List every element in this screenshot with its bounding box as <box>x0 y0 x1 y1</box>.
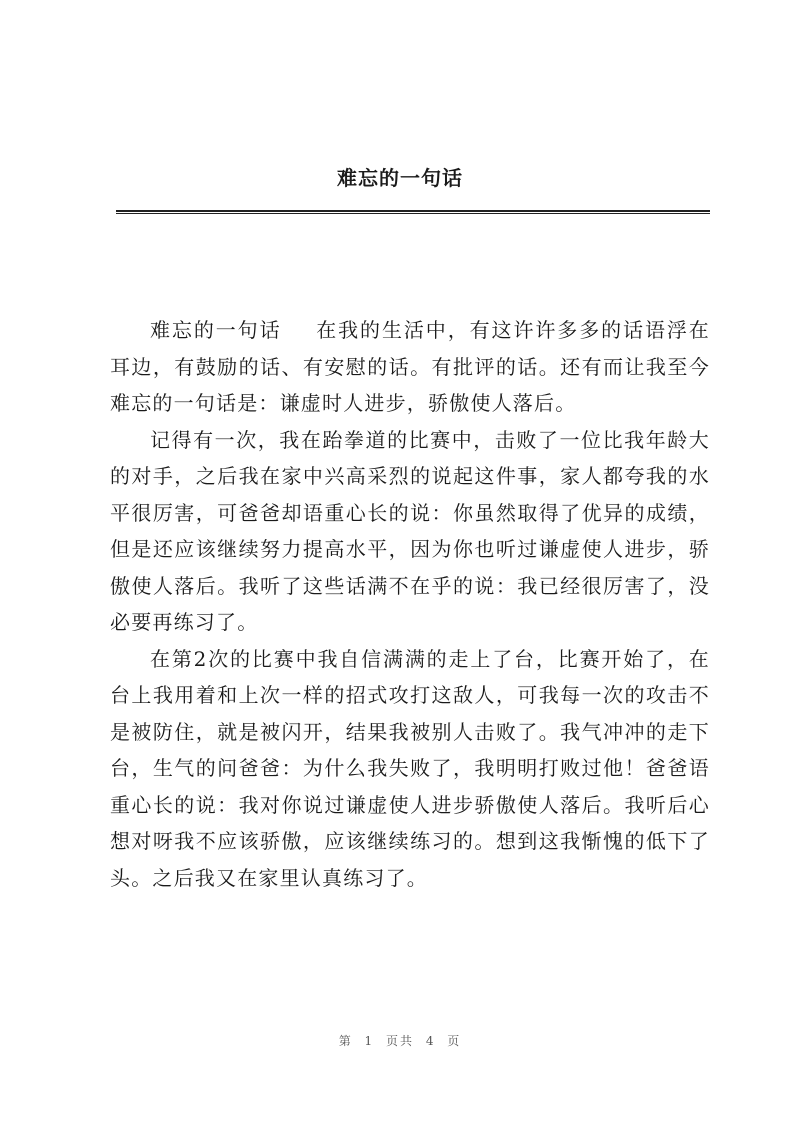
page-title: 难忘的一句话 <box>337 166 463 190</box>
paragraph-1 <box>110 312 710 422</box>
paragraph-3 <box>110 641 710 897</box>
paragraph-text: 在第2次的比赛中我自信满满的走上了台，比赛开始了，在台上我用着和上次一样的招式攻打这敌人，可我每一次的攻击不是被防住，就是被闪开，结果我被别人击败了。我气冲冲的走下台，生气的问爸爸：为什么我失败了，我明明打败过他！爸爸语重心长的说：我对你说过谦虚使人进步骄傲使人落后。我听后心想对呀我不应该骄傲，应该继续练习的。想到这我惭愧的低下了头。之后我又在家里认真练习了。 <box>110 646 710 890</box>
page-footer: 第 1 页共 4 页 <box>338 1034 462 1048</box>
paragraph-text: 在我的生活中，有这许许多多的话语浮在耳边，有鼓励的话、有安慰的话。有批评的话。还有而让我至今难忘的一句话是：谦虚时人进步，骄傲使人落后。 <box>110 318 710 415</box>
paragraph-text: 记得有一次，我在跆拳道的比赛中，击败了一位比我年龄大的对手，之后我在家中兴高采烈的说起这件事，家人都夸我的水平很厉害，可爸爸却语重心长的说：你虽然取得了优异的成绩，但是还应该继续努力提高水平，因为你也听过谦虚使人进步，骄傲使人落后。我听了这些话满不在乎的说：我已经很厉害了，没必要再练习了。 <box>110 427 710 634</box>
document-body <box>110 312 710 896</box>
paragraph-2 <box>110 422 710 641</box>
paragraph-lead-title: 难忘的一句话 <box>150 318 282 342</box>
title-divider <box>116 210 710 214</box>
